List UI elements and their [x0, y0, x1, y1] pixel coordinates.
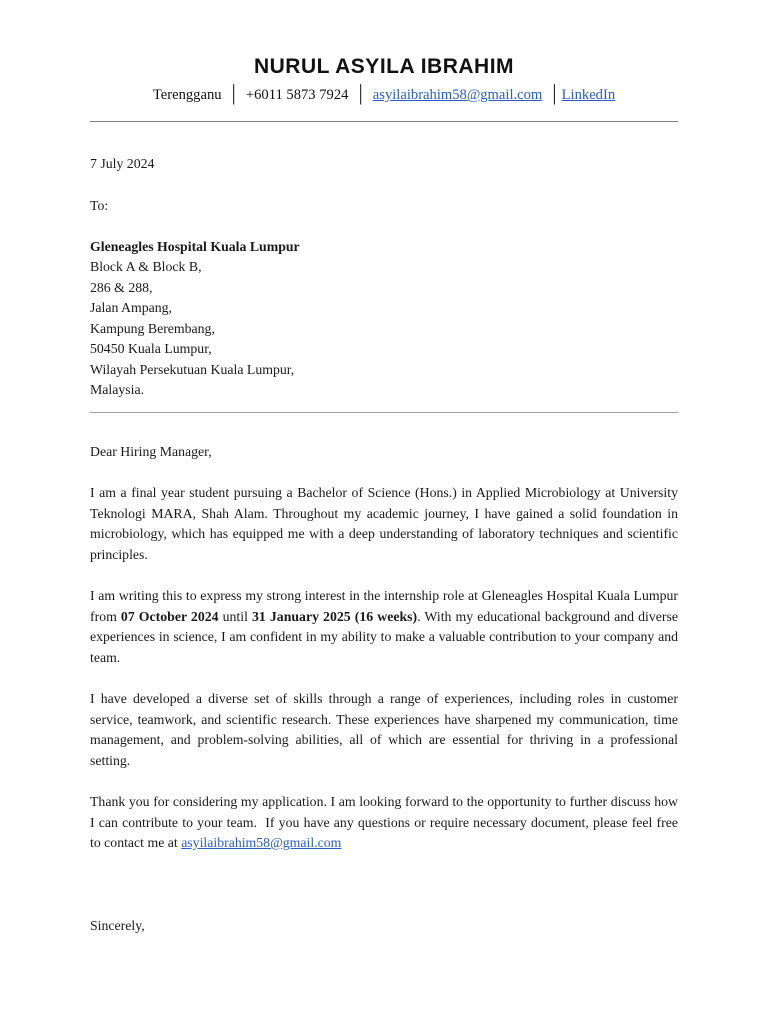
address-divider-rule: [90, 412, 678, 413]
address-line: Malaysia.: [90, 382, 145, 397]
to-label: To:: [90, 197, 109, 213]
paragraph-text: I am writing this to express my strong interest in the internship role at Gleneagles Hospital Kuala Lumpur from: [90, 588, 678, 624]
contact-separator: │: [355, 85, 366, 105]
contact-location: Terengganu: [152, 87, 222, 103]
paragraph-text: until: [218, 608, 253, 624]
internship-start-date: 07 October 2024: [120, 608, 219, 624]
letter-date: 7 July 2024: [90, 156, 155, 171]
address-line: Kampung Berembang,: [90, 320, 215, 336]
address-line: Block A & Block B,: [90, 259, 202, 274]
contact-phone: +6011 5873 7924: [245, 87, 349, 103]
paragraph-skills: I have developed a diverse set of skills through a range of experiences, including roles in customer service, teamwork, and scientific research. These experiences have sharpened my communication, time management, and problem-solving abilities, all of which are essential for thriving in a professional setting.: [90, 691, 678, 768]
contact-separator: │: [549, 85, 560, 105]
recipient-name: Gleneagles Hospital Kuala Lumpur: [90, 238, 300, 254]
cover-letter-page: [0, 54, 768, 1024]
closing-sincerely: Sincerely,: [90, 917, 145, 933]
address-line: 286 & 288,: [90, 279, 153, 295]
contact-email-link[interactable]: asyilaibrahim58@gmail.com: [181, 835, 342, 850]
address-line: Jalan Ampang,: [90, 300, 172, 315]
header-divider-rule: [90, 121, 678, 122]
linkedin-link[interactable]: LinkedIn: [561, 87, 616, 103]
contact-info-line: [90, 85, 678, 105]
paragraph-text: Thank you for considering my application. I am looking forward to the opportunity to further discuss how I can contribute to your team. If you have any questions or require necessary document, please feel free to contact me at: [90, 794, 678, 850]
paragraph-introduction: I am a final year student pursuing a Bachelor of Science (Hons.) in Applied Microbiology at University Teknologi MARA, Shah Alam. Throughout my academic journey, I have gained a solid foundation in microbiology, which has equipped me with a deep understanding of laboratory techniques and scientific principles.: [90, 485, 678, 562]
address-line: Wilayah Persekutuan Kuala Lumpur,: [90, 361, 295, 377]
paragraph-internship-request: [90, 586, 678, 668]
recipient-address-block: [90, 237, 678, 401]
salutation: Dear Hiring Manager,: [90, 443, 212, 459]
internship-end-date-duration: 31 January 2025 (16 weeks): [252, 608, 418, 624]
address-line: 50450 Kuala Lumpur,: [90, 341, 212, 356]
contact-email-link[interactable]: asyilaibrahim58@gmail.com: [372, 87, 543, 103]
applicant-name-heading: NURUL ASYILA IBRAHIM: [253, 55, 515, 78]
paragraph-text: . With my educational background and diverse experiences in science, I am confident in my ability to make a valuable contribution to your company and team.: [90, 608, 678, 665]
contact-separator: │: [228, 85, 239, 105]
paragraph-thanks: [90, 792, 678, 854]
